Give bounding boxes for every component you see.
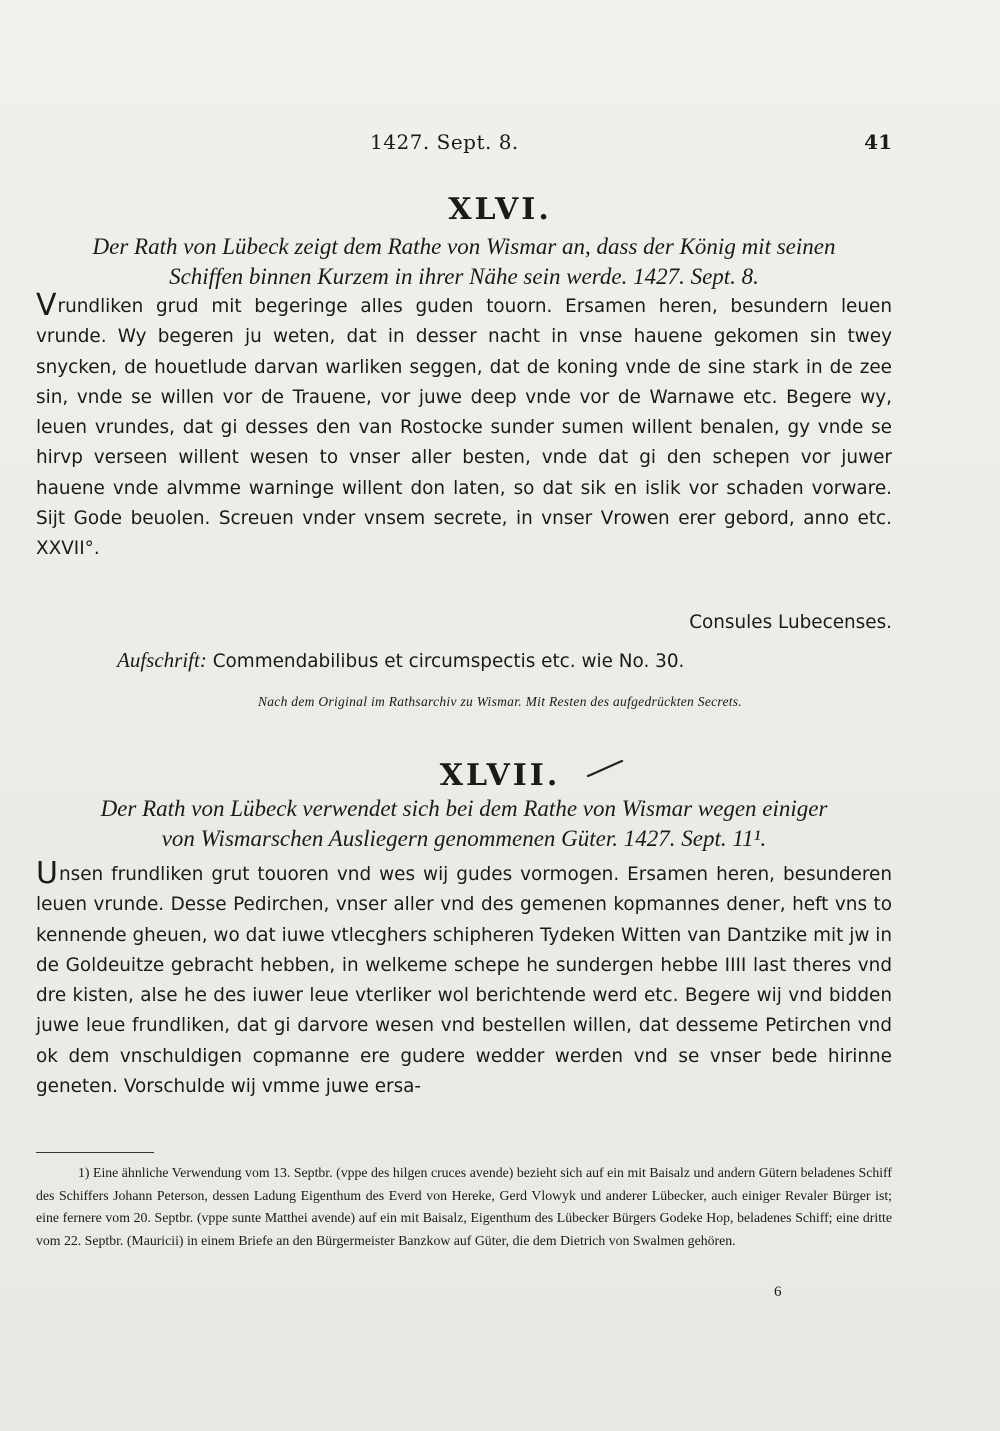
footnote: 1) Eine ähnliche Verwendung vom 13. Septbr. (vppe des hilgen cruces avende) bezieht sich auf ein mit Baisalz und andern Gütern beladenes Schiff des Schiffers Johann Peterson, dessen Ladung Eigenthum des Everd von Hereke, Gerd Vlowyk und anderer Lübecker, auch einiger Revaler Bürger ist; eine fernere vom 20. Septbr. (vppe sunte Matthei avende) auf ein mit Baisalz, Eigenthum des Lübecker Bürgers Godeke Hop, beladenes Schiff; eine dritte vom 22. Septbr. (Mauricii) in einem Briefe an den Bürgermeister Banzkow auf Güter, die dem Dietrich von Swalmen gehören. <box>36 1165 892 1249</box>
sheet-signature: 6 <box>774 1284 782 1300</box>
page-number: 41 <box>864 130 892 154</box>
document-number: XLVI. <box>448 192 552 227</box>
source-note: Nach dem Original im Rathsarchiv zu Wismar. Mit Resten des aufgedrückten Secrets. <box>257 694 743 709</box>
pen-mark <box>586 758 626 780</box>
footnote-rule <box>36 1152 154 1153</box>
running-header <box>36 130 892 160</box>
initial-letter: U <box>36 856 58 891</box>
body-text: nsen frundliken grut touoren vnd wes wij gudes vormogen. Ersamen heren, besunderen leuen vrunde. Desse Pedirchen, vnser aller vnd des gemenen kopmannes dener, heft vns to kennende gheuen, wo dat iuwe vtlecghers schipheren Tydeken Witten van Dantzike mit jw in de Goldeuitze gebracht hebben, in welkeme schepe he sundergen hebbe IIII last theres vnd dre kisten, alse he des iuwer leue vterliker wol berichtende werd etc. Begere wij vnd bidden juwe leue frundliken, dat gi darvore wesen vnd bestellen willen, dat desseme Petirchen vnd ok dem vnschuldigen copmanne ere gudere wedder werden vnd se vnser bede hirinne geneten. Vorschulde wij vmme juwe ersa- <box>36 864 892 1098</box>
document-body <box>36 288 892 565</box>
document-body <box>36 856 892 1102</box>
body-text: rundliken grud mit begeringe alles guden touorn. Ersamen heren, besundern leuen vrunde. Wy begeren ju weten, dat in desser nacht in vnse hauene gekomen sin twey snycken, de houetlude darvan warliken seggen, dat de koning vnde de sine stark in de zee sin, vnde se willen vor de Trauene, vor juwe deep vnde vor de Warnawe etc. Begere wy, leuen vrundes, dat gi desses den van Rostocke sunder sumen willent benalen, gy vnde se hirvp verseen willent wesen to vnser aller besten, vnde dat gi den schepen vor juwer hauene vnde alvmme warninge willent don laten, so dat sik en islik vor schaden vorware. Sijt Gode beuolen. Screuen vnder vnsem secrete, in vnser Vrowen erer gebord, anno etc. XXVII°. <box>36 296 892 560</box>
document-title-line: von Wismarschen Ausliegern genommenen Güter. 1427. Sept. 11¹. <box>161 826 767 851</box>
document-title-line: Der Rath von Lübeck verwendet sich bei dem Rathe von Wismar wegen einiger <box>100 796 828 821</box>
document-number: XLVII. <box>439 758 561 793</box>
document-title-line: Schiffen binnen Kurzem in ihrer Nähe sein werde. 1427. Sept. 8. <box>169 264 759 289</box>
document-title-line: Der Rath von Lübeck zeigt dem Rathe von Wismar an, dass der König mit seinen <box>92 234 836 259</box>
header-date: 1427. Sept. 8. <box>370 130 519 154</box>
document-title <box>36 232 892 292</box>
address-label: Aufschrift: <box>117 648 207 672</box>
signature: Consules Lubecenses. <box>689 612 892 633</box>
document-title <box>36 794 892 854</box>
address-text: Commendabilibus et circumspectis etc. wie No. 30. <box>212 651 685 672</box>
address-line <box>117 648 684 673</box>
initial-letter: V <box>36 288 57 323</box>
